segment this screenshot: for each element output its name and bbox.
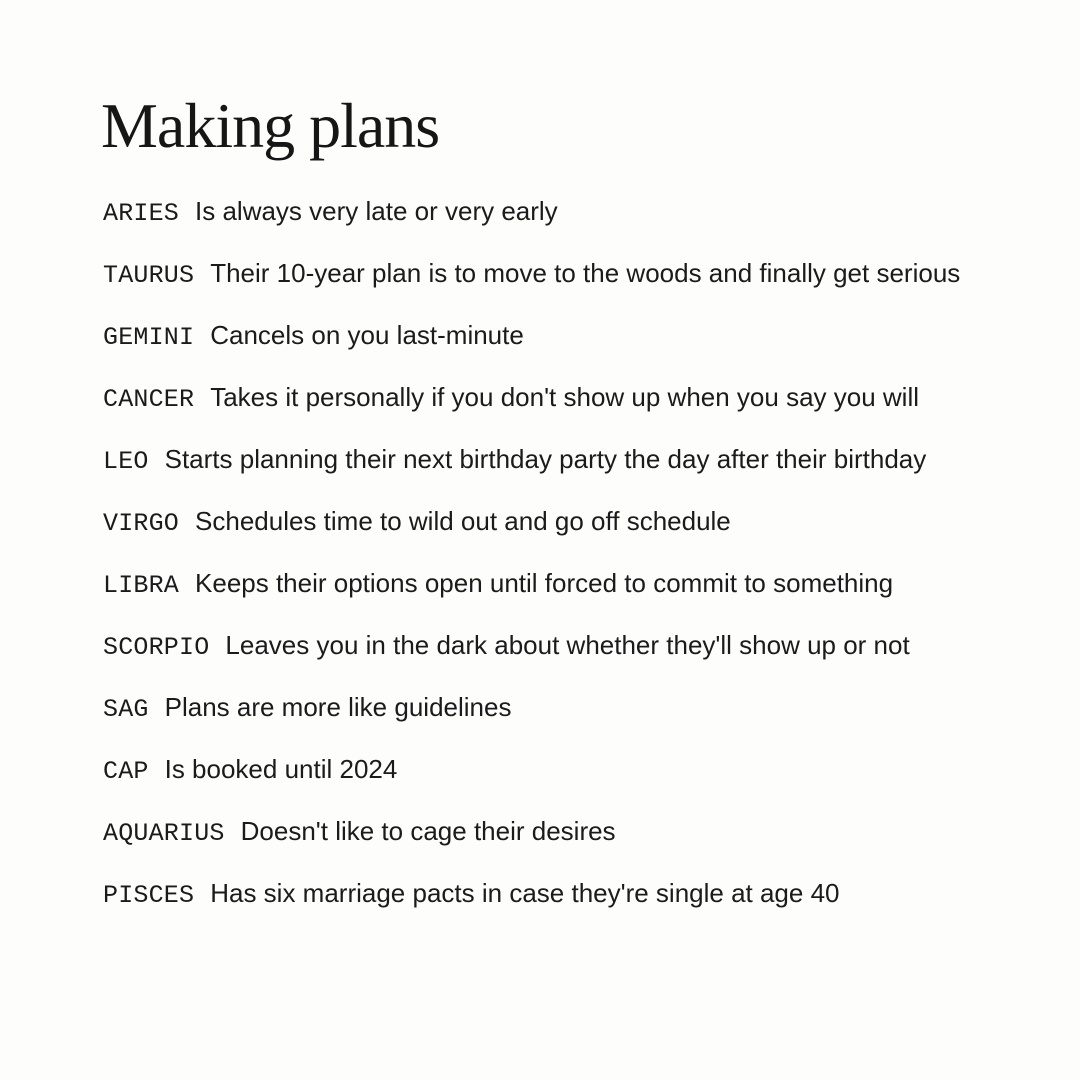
sign-list [103,190,1033,934]
list-item-cap [103,748,1033,793]
list-item-aquarius [103,810,1033,855]
sign-description: Cancels on you last-minute [210,320,524,350]
sign-description: Schedules time to wild out and go off schedule [195,506,731,536]
list-item-aries [103,190,1033,235]
list-item-cancer [103,376,1033,421]
sign-label: VIRGO [103,509,180,538]
list-item-leo [103,438,1033,483]
sign-description: Their 10-year plan is to move to the woods and finally get serious [210,258,961,288]
sign-label: LIBRA [103,571,180,600]
sign-label: GEMINI [103,323,195,352]
sign-description: Plans are more like guidelines [164,692,512,722]
list-item-taurus [103,252,1033,297]
sign-label: TAURUS [103,261,195,290]
sign-description: Leaves you in the dark about whether they'll show up or not [225,630,910,660]
sign-label: CANCER [103,385,195,414]
sign-label: PISCES [103,881,195,910]
page-title: Making plans [101,90,440,161]
list-item-gemini [103,314,1033,359]
sign-label: AQUARIUS [103,819,225,848]
sign-description: Is always very late or very early [195,196,558,226]
sign-label: ARIES [103,199,180,228]
list-item-libra [103,562,1033,607]
list-item-sag [103,686,1033,731]
sign-description: Keeps their options open until forced to commit to something [195,568,894,598]
sign-description: Is booked until 2024 [164,754,398,784]
list-item-pisces [103,872,1033,917]
sign-label: SAG [103,695,149,724]
sign-description: Starts planning their next birthday party the day after their birthday [164,444,927,474]
list-item-scorpio [103,624,1033,669]
list-item-virgo [103,500,1033,545]
sign-label: SCORPIO [103,633,210,662]
sign-description: Has six marriage pacts in case they're single at age 40 [210,878,840,908]
sign-label: CAP [103,757,149,786]
sign-description: Doesn't like to cage their desires [240,816,616,846]
sign-label: LEO [103,447,149,476]
sign-description: Takes it personally if you don't show up when you say you will [210,382,919,412]
